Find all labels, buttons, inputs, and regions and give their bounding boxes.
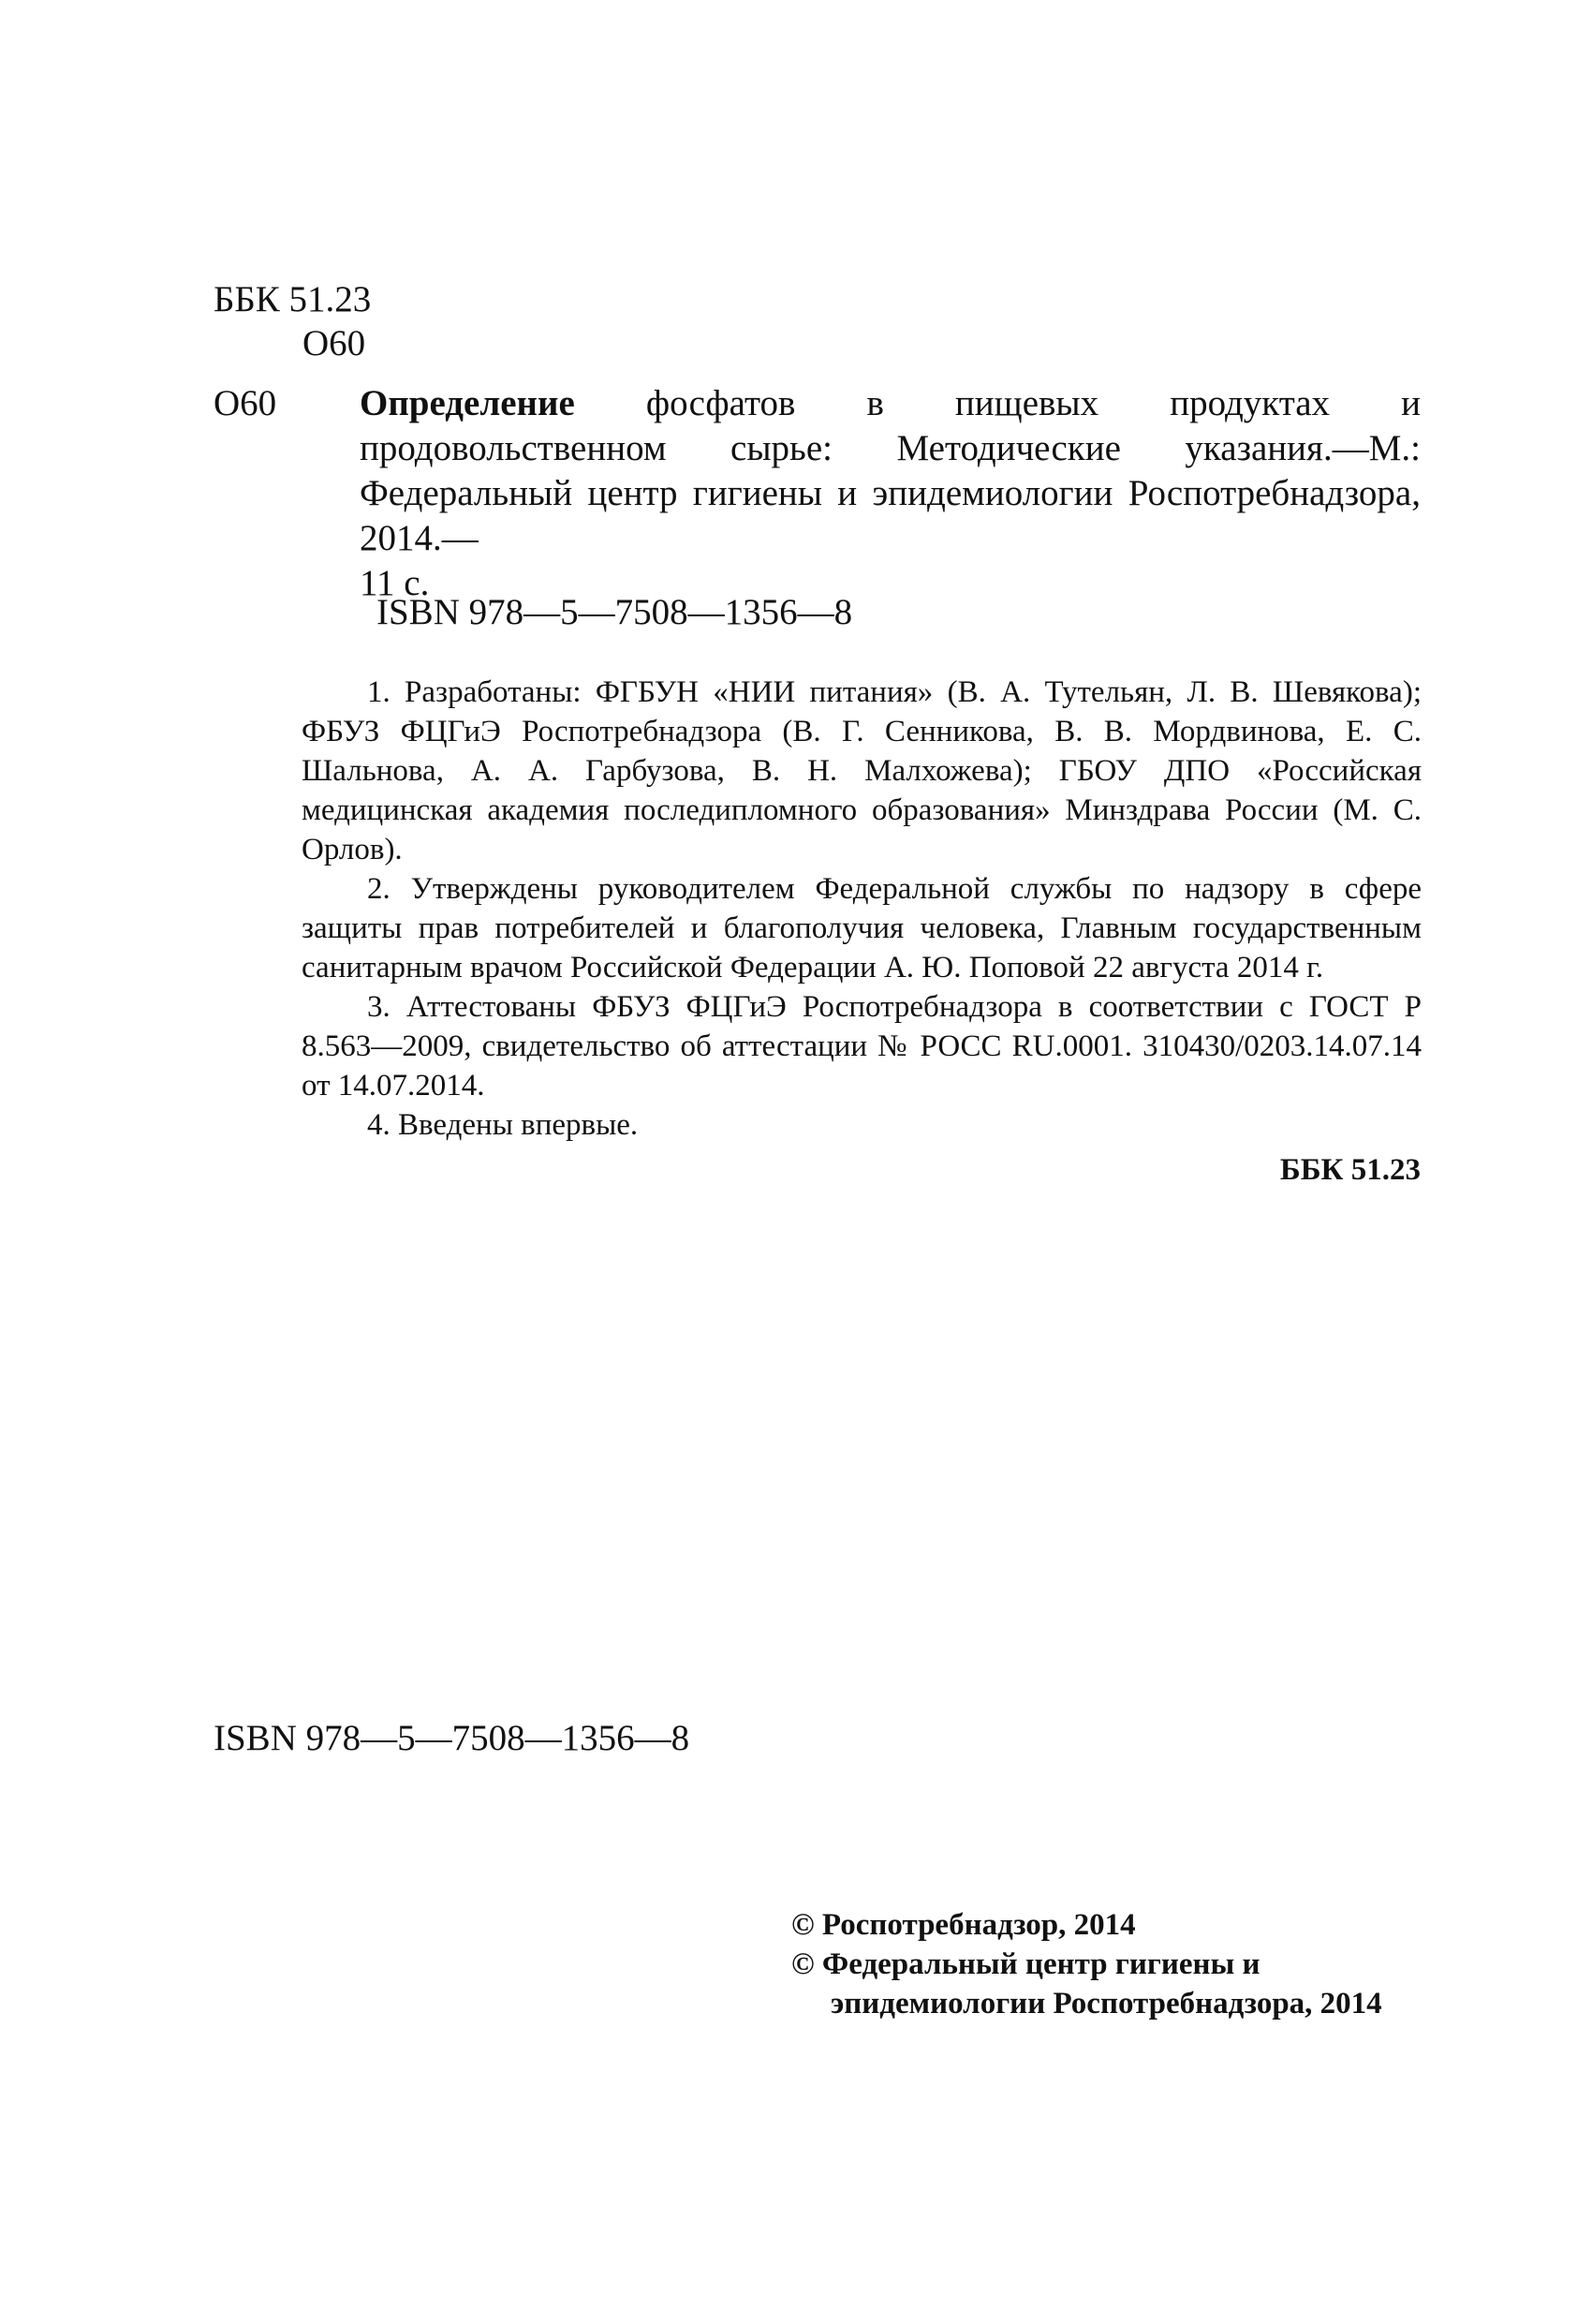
publication-notes xyxy=(302,673,1422,1145)
copyright-line: эпидемиологии Роспотребнадзора, 2014 xyxy=(831,1987,1382,2021)
isbn-inner: ISBN 978—5—7508—1356—8 xyxy=(376,592,853,632)
copyright-line: © Федеральный центр гигиены и xyxy=(791,1947,1260,1981)
copyright-line: © Роспотребнадзор, 2014 xyxy=(791,1908,1136,1942)
copyright-block xyxy=(791,1905,1382,2023)
bbk-code-right: ББК 51.23 xyxy=(1279,1153,1421,1187)
entry-author-mark: О60 xyxy=(214,383,277,423)
note-item: 3. Аттестованы ФБУЗ ФЦГиЭ Роспотребнадзора в соответствии с ГОСТ Р 8.563—2009, свидетельство об аттестации № РОСС RU.0001. 310430/0203.14.07.14 от 14.07.2014. xyxy=(302,990,1422,1103)
note-item: 2. Утверждены руководителем Федеральной службы по надзору в сфере защиты прав потребителей и благополучия человека, Главным государственным санитарным врачом Российской Федерации А. Ю. Поповой 22 августа 2014 г. xyxy=(302,872,1422,984)
title-rest: фосфатов в пищевых продуктах и продовольственном сырье: Методические указания.—М.: Федеральный центр гигиены и эпидемиологии Роспотребнадзора, 2014.— xyxy=(360,383,1421,558)
title-bold: Определение xyxy=(360,383,575,423)
bibliographic-entry xyxy=(360,381,1421,606)
page-count: 11 с. xyxy=(360,563,430,603)
isbn-bottom: ISBN 978—5—7508—1356—8 xyxy=(214,1718,690,1758)
note-item: 4. Введены впервые. xyxy=(367,1108,639,1142)
note-item: 1. Разработаны: ФГБУН «НИИ питания» (В. А. Тутельян, Л. В. Шевякова); ФБУЗ ФЦГиЭ Роспотребнадзора (В. Г. Сенникова, В. В. Мордвинова, Е. С. Шальнова, А. А. Гарбузова, В. Н. Малхожева); ГБОУ ДПО «Российская медицинская академия последипломного образования» Минздрава России (М. С. Орлов). xyxy=(302,675,1422,866)
author-mark: О60 xyxy=(302,323,366,363)
bbk-code: ББК 51.23 xyxy=(214,279,372,319)
